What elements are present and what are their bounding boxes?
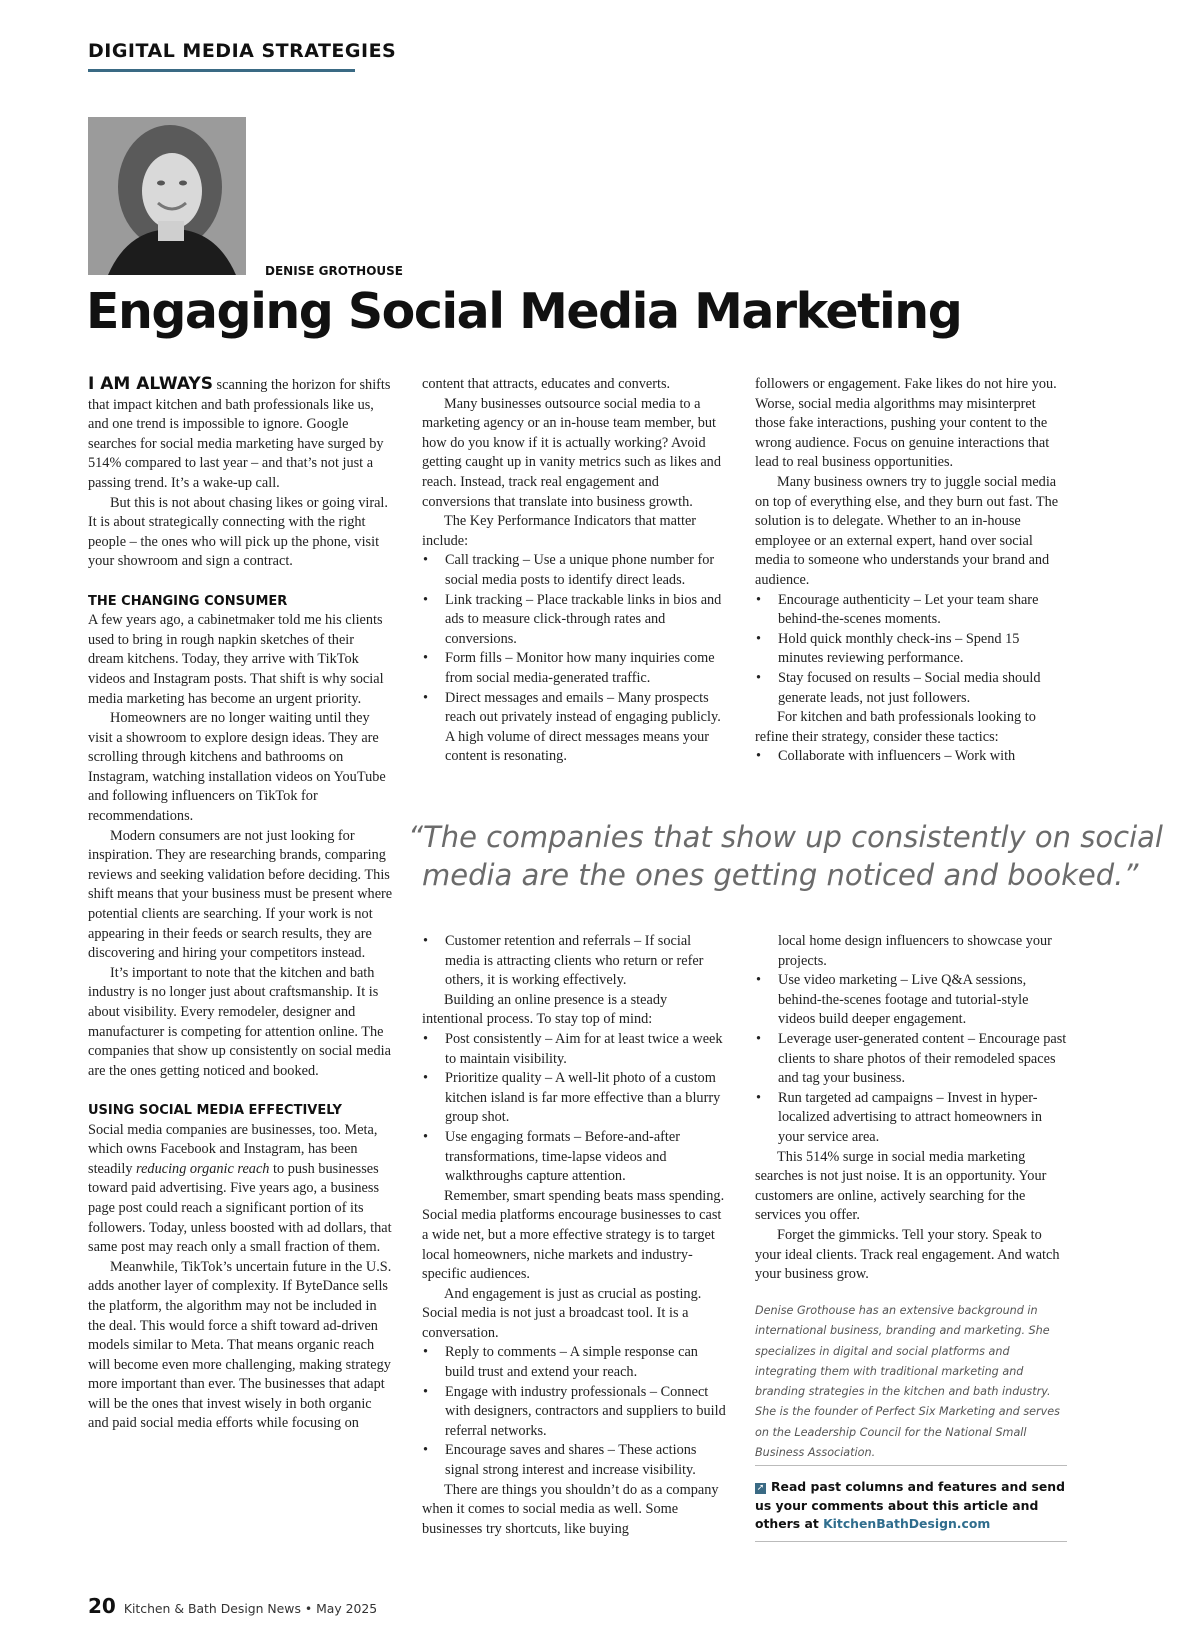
paragraph: followers or engagement. Fake likes do not hire you. Worse, social media algorithms may misinterpret those fake interactions, pushing your content to the wrong audience. Focus on genuine interactions that lead to real business opportunities. <box>755 376 1057 471</box>
top-of-mind-list <box>422 1030 727 1187</box>
paragraph: It’s important to note that the kitchen and bath industry is no longer just about craftsmanship. It is about visibility. Every remodeler, designer and manufacturer is competing for attention online. The companies that show up consistently on social media are the ones getting noticed and booked. <box>88 964 391 1079</box>
pull-quote-line: “The companies that show up consistently on social <box>408 820 1163 854</box>
list-item-text: Reply to comments – A simple response can build trust and extend your reach. <box>445 1344 698 1381</box>
list-item: • Post consistently – Aim for at least twice a week to maintain visibility. <box>423 1030 723 1067</box>
list-item-text: Hold quick monthly check-ins – Spend 15 minutes reviewing performance. <box>778 630 1020 667</box>
pull-quote <box>408 818 1163 894</box>
paragraph: A few years ago, a cabinetmaker told me his clients used to bring in rough napkin sketches of their dream kitchens. Today, they arrive with TikTok videos and Instagram posts. That shift is why social media marketing has become an urgent priority. <box>88 612 384 707</box>
emphasis: reducing organic reach <box>136 1160 270 1177</box>
paragraph: Many businesses outsource social media to a marketing agency or an in-house team member, but how do you know if it is actually working? Avoid getting caught up in vanity metrics such as likes and reach. Instead, track real engagement and conversions that translate into business growth. <box>422 395 721 510</box>
list-item: • Stay focused on results – Social media should generate leads, not just followers. <box>756 669 1041 706</box>
list-item-text: Run targeted ad campaigns – Invest in hyper-localized advertising to attract homeowners in your service area. <box>778 1089 1043 1145</box>
paragraph: Modern consumers are not just looking for inspiration. They are researching brands, comparing reviews and seeking validation before deciding. This shift means that your business must be present where potential clients are searching. If your work is not appearing in their feeds or search results, they are discovering and hiring your competitors instead. <box>88 827 393 962</box>
list-item-text: Post consistently – Aim for at least twice a week to maintain visibility. <box>445 1030 723 1067</box>
paragraph: Remember, smart spending beats mass spending. Social media platforms encourage businesses to cast a wide net, but a more effective strategy is to target local homeowners, niche markets and industry-specific audiences. <box>422 1187 725 1283</box>
subheading-using-social-media: USING SOCIAL MEDIA EFFECTIVELY <box>88 1102 342 1118</box>
list-item: • Hold quick monthly check-ins – Spend 15 minutes reviewing performance. <box>756 630 1020 667</box>
promo-box <box>755 1478 1067 1534</box>
delegation-list <box>755 591 1067 709</box>
list-item: • Prioritize quality – A well-lit photo of a custom kitchen island is far more effective than a blurry group shot. <box>423 1070 721 1126</box>
lead-in: I AM ALWAYS <box>88 374 213 394</box>
section-rule <box>88 69 355 72</box>
list-item: • Link tracking – Place trackable links in bios and ads to measure click-through rates and conversions. <box>423 591 722 647</box>
list-item: • Form fills – Monitor how many inquiries come from social media-generated traffic. <box>423 650 715 686</box>
page-footer <box>88 1594 377 1618</box>
list-item-text: Stay focused on results – Social media should generate leads, not just followers. <box>778 669 1041 706</box>
pull-quote-line: media are the ones getting noticed and booked.” <box>422 858 1139 892</box>
text-run: to push businesses toward paid advertising. Five years ago, a business page post could reach a significant portion of its followers. Today, unless boosted with ad dollars, that same post may reach only a small fraction of them. <box>88 1160 392 1256</box>
list-item: • Leverage user-generated content – Encourage past clients to share photos of their remodeled spaces and tag your business. <box>756 1030 1067 1087</box>
section-label: DIGITAL MEDIA STRATEGIES <box>88 40 397 62</box>
publication-info: Kitchen & Bath Design News • May 2025 <box>123 1601 378 1616</box>
divider <box>755 1465 1067 1466</box>
column-1 <box>88 375 393 1434</box>
author-portrait-icon <box>88 117 246 275</box>
author-name: DENISE GROTHOUSE <box>265 264 403 278</box>
divider <box>755 1541 1067 1542</box>
column-3-bottom <box>755 932 1067 1285</box>
website-link[interactable]: KitchenBathDesign.com <box>823 1516 991 1532</box>
list-item-text: Leverage user-generated content – Encourage past clients to share photos of their remodeled spaces and tag your business. <box>778 1030 1067 1087</box>
author-photo <box>88 117 246 275</box>
list-item: • Direct messages and emails – Many prospects reach out privately instead of engaging publicly. A high volume of direct messages means your content is resonating. <box>423 689 721 765</box>
column-3-top <box>755 375 1067 767</box>
list-item: • Engage with industry professionals – Connect with designers, contractors and suppliers to build referral networks. <box>423 1383 726 1439</box>
paragraph: Homeowners are no longer waiting until they visit a showroom to explore design ideas. They are scrolling through kitchens and bathrooms on Instagram, watching installation videos on YouTube and following influencers on TikTok for recommendations. <box>88 710 386 825</box>
list-item-text: Form fills – Monitor how many inquiries come from social media-generated traffic. <box>445 650 715 686</box>
paragraph: For kitchen and bath professionals looking to refine their strategy, consider these tactics: <box>755 709 1036 745</box>
paragraph: Forget the gimmicks. Tell your story. Speak to your ideal clients. Track real engagement. And watch your business grow. <box>755 1226 1060 1283</box>
page-number: 20 <box>88 1594 116 1618</box>
paragraph: The Key Performance Indicators that matter include: <box>422 513 697 549</box>
paragraph: Many business owners try to juggle social media on top of everything else, and they burn out fast. The solution is to delegate. Whether to an in-house employee or an external expert, hand over social media to someone who understands your brand and audience. <box>755 473 1059 588</box>
subheading-changing-consumer: THE CHANGING CONSUMER <box>88 593 288 609</box>
paragraph: And engagement is just as crucial as posting. Social media is not just a broadcast tool. It is a conversation. <box>422 1285 702 1341</box>
paragraph: Building an online presence is a steady intentional process. To stay top of mind: <box>422 991 668 1028</box>
list-item-text: Prioritize quality – A well-lit photo of a custom kitchen island is far more effective than a blurry group shot. <box>445 1070 721 1126</box>
list-item-text: Encourage saves and shares – These actions signal strong interest and increase visibility. <box>445 1442 697 1479</box>
list-item-continuation: local home design influencers to showcase your projects. <box>778 933 1052 969</box>
paragraph-lead <box>88 375 393 494</box>
list-item-text: Call tracking – Use a unique phone number for social media posts to identify direct leads. <box>445 552 715 588</box>
list-item: • Reply to comments – A simple response can build trust and extend your reach. <box>423 1344 698 1381</box>
promo-text: Read past columns and features and send us your comments about this article and others at <box>755 1479 1065 1532</box>
paragraph <box>88 1121 393 1258</box>
list-item-text: Customer retention and referrals – If social media is attracting clients who return or refer others, it is working effectively. <box>445 933 704 989</box>
list-item: • Call tracking – Use a unique phone number for social media posts to identify direct leads. <box>423 552 715 588</box>
list-item-text: Engage with industry professionals – Connect with designers, contractors and suppliers to build referral networks. <box>445 1383 726 1439</box>
author-bio: Denise Grothouse has an extensive background in international business, branding and marketing. She specializes in digital and social platforms and integrating them with traditional marketing and branding strategies in the kitchen and bath industry. She is the founder of Perfect Six Marketing and serves on the Leadership Council for the National Small Business Association. <box>755 1304 1060 1460</box>
list-item: • Encourage saves and shares – These actions signal strong interest and increase visibility. <box>423 1442 697 1479</box>
paragraph: But this is not about chasing likes or going viral. It is about strategically connecting with the right people – the ones who will pick up the phone, visit your showroom and sign a contract. <box>88 494 388 570</box>
list-item-text: Use engaging formats – Before-and-after transformations, time-lapse videos and walkthroughs capture attention. <box>445 1128 681 1185</box>
arrow-icon: ➚ <box>756 1483 765 1493</box>
list-item: • Customer retention and referrals – If social media is attracting clients who return or refer others, it is working effectively. <box>423 933 704 989</box>
list-item-text: Link tracking – Place trackable links in bios and ads to measure click-through rates and conversions. <box>445 591 722 647</box>
list-item: • Use video marketing – Live Q&A sessions, behind-the-scenes footage and tutorial-style videos build deeper engagement. <box>756 972 1029 1028</box>
paragraph: Meanwhile, TikTok’s uncertain future in the U.S. adds another layer of complexity. If ByteDance sells the platform, the algorithm may not be included in the deal. This would force a shift toward ad-driven models similar to Meta. That means organic reach will become even more challenging, making strategy more important than ever. The businesses that adapt will be the ones that invest wisely in both organic and paid social media efforts while focusing on <box>88 1258 392 1432</box>
lead-text: scanning the horizon for shifts that impact kitchen and bath professionals like us, and one trend is impossible to ignore. Google searches for social media marketing have surged by 514% compared to last year – and that’s not just a passing trend. It’s a wake-up call. <box>88 377 391 491</box>
list-item: • Run targeted ad campaigns – Invest in hyper-localized advertising to attract homeowners in your service area. <box>756 1089 1043 1145</box>
engagement-list <box>422 1343 727 1480</box>
list-item: • Use engaging formats – Before-and-after transformations, time-lapse videos and walkthroughs capture attention. <box>423 1128 681 1185</box>
list-item: • Encourage authenticity – Let your team share behind-the-scenes moments. <box>756 591 1039 628</box>
list-item-text: Direct messages and emails – Many prospects reach out privately instead of engaging publicly. A high volume of direct messages means your content is resonating. <box>445 689 721 765</box>
paragraph: There are things you shouldn’t do as a company when it comes to social media as well. Some businesses try shortcuts, like buying <box>422 1481 719 1537</box>
list-item-text: Use video marketing – Live Q&A sessions, behind-the-scenes footage and tutorial-style videos build deeper engagement. <box>778 972 1029 1028</box>
column-2-top <box>422 375 727 767</box>
column-2-bottom <box>422 932 727 1539</box>
retention-list <box>422 932 727 991</box>
list-item-text: Collaborate with influencers – Work with <box>778 748 1016 765</box>
text-run: Social media companies are businesses, too. Meta, which owns Facebook and Instagram, has been steadily <box>88 1121 378 1177</box>
page-title: Engaging Social Media Marketing <box>86 283 962 340</box>
list-item-text: Encourage authenticity – Let your team share behind-the-scenes moments. <box>778 591 1039 628</box>
tactics-list-continued <box>755 971 1067 1147</box>
paragraph: This 514% surge in social media marketing searches is not just noise. It is an opportunity. Your customers are online, actively searching for the services you offer. <box>755 1148 1047 1224</box>
tactics-list <box>755 747 1067 767</box>
list-item: • Collaborate with influencers – Work with <box>756 748 1016 765</box>
paragraph: content that attracts, educates and converts. <box>422 376 671 392</box>
kpi-list <box>422 551 727 767</box>
